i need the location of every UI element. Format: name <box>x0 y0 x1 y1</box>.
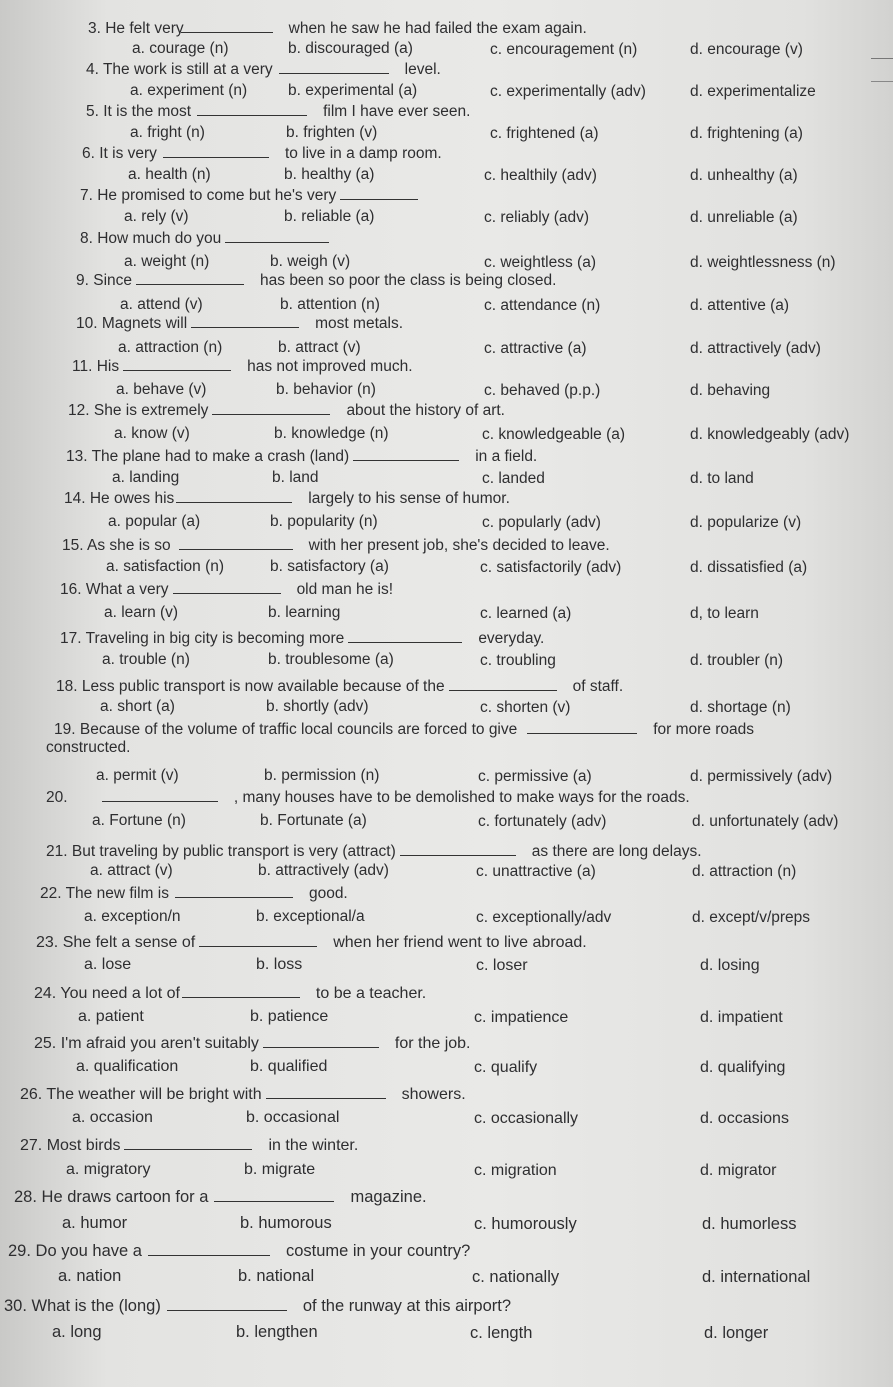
answer-option[interactable]: b. reliable (a) <box>284 208 375 225</box>
question-text-before: What a very <box>85 581 169 598</box>
answer-option[interactable]: d, to learn <box>690 605 759 622</box>
question-text-after: most metals. <box>315 315 403 332</box>
answer-option[interactable]: a. experiment (n) <box>130 82 248 99</box>
question-number: 21. <box>46 843 72 860</box>
question-stem <box>86 59 441 79</box>
question-text-after: everyday. <box>478 630 545 647</box>
answer-option[interactable]: b. shortly (adv) <box>266 698 369 715</box>
answer-blank[interactable] <box>279 59 389 74</box>
answer-option[interactable]: b. weigh (v) <box>270 253 351 270</box>
answer-option[interactable]: d. frightening (a) <box>690 125 803 142</box>
question-text-before: He promised to come but he's very <box>97 187 337 204</box>
question-number: 26. <box>20 1086 47 1103</box>
question-number: 29. <box>8 1242 36 1260</box>
question-text-before: It is the most <box>103 103 192 120</box>
answer-option[interactable]: b. attract (v) <box>278 339 361 356</box>
question-number: 10. <box>76 315 102 332</box>
question-text-after: when he saw he had failed the exam again. <box>288 20 587 37</box>
answer-option[interactable]: c. behaved (p.p.) <box>484 382 601 399</box>
question-stem <box>62 535 610 555</box>
question-text-before: But traveling by public transport is very (attract) <box>71 843 396 860</box>
answer-option[interactable]: b. discouraged (a) <box>288 40 413 57</box>
answer-option[interactable]: b. behavior (n) <box>276 381 376 398</box>
answer-option[interactable]: b. healthy (a) <box>284 166 375 183</box>
question-text-after: magazine. <box>350 1188 427 1206</box>
answer-option[interactable]: d. attraction (n) <box>692 863 797 880</box>
question-number: 24. <box>34 985 61 1002</box>
answer-option[interactable]: a. attract (v) <box>90 862 173 879</box>
answer-option[interactable]: c. popularly (adv) <box>482 514 601 531</box>
answer-option[interactable]: c. loser <box>476 957 528 974</box>
answer-option[interactable]: b. Fortunate (a) <box>260 812 367 829</box>
question-text-before: The weather will be bright with <box>46 1086 262 1103</box>
answer-blank[interactable] <box>449 676 557 691</box>
answer-blank[interactable] <box>214 1187 334 1202</box>
answer-option[interactable]: a. patient <box>78 1008 144 1025</box>
question-stem <box>56 676 623 696</box>
question-stem <box>46 787 690 807</box>
question-stem <box>46 841 702 861</box>
answer-option[interactable]: a. health (n) <box>128 166 211 183</box>
answer-option[interactable]: d. behaving <box>690 382 771 399</box>
question-stem <box>76 270 556 290</box>
answer-option[interactable]: b. permission (n) <box>264 767 380 784</box>
answer-option[interactable]: d. except/v/preps <box>692 909 811 926</box>
question-number: 20. <box>46 789 72 806</box>
question-text-after: to live in a damp room. <box>284 145 442 162</box>
answer-blank[interactable] <box>527 719 637 734</box>
answer-option[interactable]: c. encouragement (n) <box>490 41 638 58</box>
question-text-before: Less public transport is now available because of the <box>81 678 445 695</box>
answer-option[interactable]: c. weightless (a) <box>484 254 596 271</box>
question-stem <box>4 1296 511 1315</box>
answer-blank[interactable] <box>181 18 273 33</box>
answer-blank[interactable] <box>212 400 330 415</box>
answer-option[interactable]: b. attention (n) <box>280 296 380 313</box>
question-text-after: for the job. <box>394 1035 471 1052</box>
question-text-before: She is extremely <box>93 402 209 419</box>
answer-option[interactable]: c. reliably (adv) <box>484 209 590 226</box>
question-number: 22. <box>40 885 66 902</box>
question-text-before: The plane had to make a crash (land) <box>91 448 350 465</box>
answer-option[interactable]: b. learning <box>268 604 341 621</box>
question-number: 30. <box>4 1297 32 1315</box>
answer-option[interactable]: d. impatient <box>700 1009 783 1026</box>
question-text-before: The work is still at a very <box>102 61 273 78</box>
answer-blank[interactable] <box>199 932 317 947</box>
question-number: 12. <box>68 402 94 419</box>
question-number: 28. <box>14 1188 42 1206</box>
answer-option[interactable]: a. Fortune (n) <box>92 812 186 829</box>
question-number: 4. <box>86 61 103 78</box>
question-number: 8. <box>80 230 98 247</box>
question-number: 14. <box>64 490 90 507</box>
answer-option[interactable]: d. popularize (v) <box>690 514 802 531</box>
answer-option[interactable]: d. knowledgeably (adv) <box>690 426 850 443</box>
answer-option[interactable]: c. learned (a) <box>480 605 572 622</box>
question-stem <box>76 313 403 333</box>
answer-option[interactable]: b. humorous <box>240 1214 332 1232</box>
answer-option[interactable]: b. popularity (n) <box>270 513 378 530</box>
question-stem <box>40 883 348 903</box>
answer-option[interactable]: d. migrator <box>700 1162 777 1179</box>
answer-option[interactable]: c. frightened (a) <box>490 125 599 142</box>
question-text-before: Since <box>93 272 133 289</box>
question-number: 5. <box>86 103 104 120</box>
answer-option[interactable]: d. longer <box>704 1324 769 1342</box>
answer-blank[interactable] <box>266 1084 386 1099</box>
answer-option[interactable]: a. attend (v) <box>120 296 203 313</box>
question-text-before: Magnets will <box>101 315 188 332</box>
question-text-after: to be a teacher. <box>315 985 427 1002</box>
question-text-after: when her friend went to live abroad. <box>333 934 587 951</box>
answer-option[interactable]: d. unfortunately (adv) <box>692 813 839 830</box>
answer-option[interactable]: d. occasions <box>700 1110 789 1127</box>
answer-option[interactable]: d. troubler (n) <box>690 652 784 669</box>
answer-option[interactable]: c. permissive (a) <box>478 768 592 785</box>
question-text-before: It is very <box>99 145 157 162</box>
answer-option[interactable]: c. healthily (adv) <box>484 167 597 184</box>
answer-blank[interactable] <box>179 535 293 550</box>
question-text-after: in a field. <box>475 448 538 465</box>
question-stem <box>20 1084 466 1104</box>
answer-option[interactable]: d. unreliable (a) <box>690 209 798 226</box>
answer-blank[interactable] <box>163 143 269 158</box>
question-text-before: You need a lot of <box>60 985 180 1002</box>
answer-blank[interactable] <box>175 883 293 898</box>
question-text-after: showers. <box>401 1086 466 1103</box>
question-number: 17. <box>60 630 86 647</box>
answer-option[interactable]: c. migration <box>474 1162 557 1179</box>
answer-option[interactable]: a. lose <box>84 956 132 973</box>
question-text-before: As she is so <box>87 537 171 554</box>
answer-blank[interactable] <box>148 1241 270 1256</box>
answer-option[interactable]: c. humorously <box>474 1215 577 1233</box>
answer-option[interactable]: b. exceptional/a <box>256 908 365 925</box>
answer-blank[interactable] <box>191 313 299 328</box>
question-text-after: of the runway at this airport? <box>302 1297 512 1315</box>
question-text-before: She felt a sense of <box>62 934 196 951</box>
answer-option[interactable]: a. know (v) <box>114 425 190 442</box>
question-text-before: He felt very <box>105 20 184 37</box>
question-text-after: of staff. <box>572 678 624 695</box>
answer-option[interactable]: d. humorless <box>702 1215 797 1233</box>
answer-option[interactable]: a. long <box>52 1323 102 1341</box>
question-text-after: largely to his sense of humor. <box>308 490 510 507</box>
answer-option[interactable]: b. lengthen <box>236 1323 318 1341</box>
question-stem <box>72 356 413 376</box>
answer-option[interactable]: c. impatience <box>474 1009 569 1026</box>
answer-blank[interactable] <box>225 228 329 243</box>
question-text-after: for more roads <box>653 721 755 738</box>
answer-option[interactable]: c. exceptionally/adv <box>476 909 612 926</box>
question-number: 27. <box>20 1137 47 1154</box>
question-text-before: The new film is <box>65 885 169 902</box>
question-text-before: What is the (long) <box>31 1297 161 1315</box>
answer-option[interactable]: b. frighten (v) <box>286 124 378 141</box>
answer-blank[interactable] <box>348 628 462 643</box>
answer-option[interactable]: d. international <box>702 1268 811 1286</box>
answer-blank[interactable] <box>123 356 231 371</box>
question-stem <box>36 932 587 952</box>
answer-option[interactable]: d. attentive (a) <box>690 297 790 314</box>
question-number: 19. <box>54 721 80 738</box>
answer-option[interactable]: c. troubling <box>480 652 556 669</box>
answer-option[interactable]: a. rely (v) <box>124 208 189 225</box>
question-stem <box>82 143 442 163</box>
answer-option[interactable]: a. humor <box>62 1214 128 1232</box>
answer-option[interactable]: d. unhealthy (a) <box>690 167 798 184</box>
answer-blank[interactable] <box>353 446 459 461</box>
answer-option[interactable]: c. unattractive (a) <box>476 863 596 880</box>
question-text-after: , many houses have to be demolished to make ways for the roads. <box>233 789 690 806</box>
answer-option[interactable]: c. attractive (a) <box>484 340 587 357</box>
answer-option[interactable]: d. qualifying <box>700 1059 786 1076</box>
answer-blank[interactable] <box>263 1033 379 1048</box>
answer-option[interactable]: c. landed <box>482 470 545 487</box>
question-number: 18. <box>56 678 82 695</box>
question-stem <box>60 628 544 648</box>
answer-option[interactable]: b. satisfactory (a) <box>270 558 389 575</box>
answer-blank[interactable] <box>167 1296 287 1311</box>
answer-option[interactable]: c. length <box>470 1324 533 1342</box>
answer-blank[interactable] <box>340 185 418 200</box>
page-edge-mark <box>871 58 893 82</box>
answer-blank[interactable] <box>400 841 516 856</box>
question-text-continued: constructed. <box>46 739 131 756</box>
answer-blank[interactable] <box>136 270 244 285</box>
answer-option[interactable]: d. experimentalize <box>690 83 816 100</box>
answer-option[interactable]: b. qualified <box>250 1058 328 1075</box>
question-number: 13. <box>66 448 92 465</box>
question-stem <box>68 400 505 420</box>
question-text-after: in the winter. <box>268 1137 359 1154</box>
answer-option[interactable]: d. to land <box>690 470 754 487</box>
question-text-before: How much do you <box>97 230 222 247</box>
question-text-after: level. <box>404 61 441 78</box>
answer-option[interactable]: b. loss <box>256 956 303 973</box>
question-text-after: costume in your country? <box>285 1242 471 1260</box>
answer-option[interactable]: a. attraction (n) <box>118 339 223 356</box>
question-number: 7. <box>80 187 98 204</box>
answer-option[interactable]: a. weight (n) <box>124 253 210 270</box>
answer-option[interactable]: a. courage (n) <box>132 40 229 57</box>
question-stem <box>86 101 470 121</box>
answer-option[interactable]: a. exception/n <box>84 908 181 925</box>
answer-option[interactable]: d. weightlessness (n) <box>690 254 836 271</box>
question-text-before: He draws cartoon for a <box>41 1188 209 1206</box>
question-stem <box>14 1187 427 1206</box>
answer-option[interactable]: b. attractively (adv) <box>258 862 389 879</box>
question-number: 15. <box>62 537 87 554</box>
question-stem <box>8 1241 470 1260</box>
answer-option[interactable]: b. land <box>272 469 319 486</box>
answer-option[interactable]: a. migratory <box>66 1161 151 1178</box>
answer-blank[interactable] <box>173 579 281 594</box>
question-stem <box>66 446 537 466</box>
answer-option[interactable]: b. troublesome (a) <box>268 651 394 668</box>
answer-option[interactable]: c. experimentally (adv) <box>490 83 646 100</box>
question-number: 16. <box>60 581 86 598</box>
question-text-after: good. <box>308 885 348 902</box>
question-text-after: old man he is! <box>296 581 394 598</box>
answer-blank[interactable] <box>176 488 292 503</box>
question-stem <box>88 18 587 38</box>
answer-blank[interactable] <box>197 101 307 116</box>
question-text-before: I'm afraid you aren't suitably <box>60 1035 259 1052</box>
question-stem <box>60 579 393 599</box>
question-text-before: Traveling in big city is becoming more <box>85 630 345 647</box>
question-stem <box>54 719 754 739</box>
question-text-before: Because of the volume of traffic local councils are forced to give <box>79 721 518 738</box>
question-text-before: His <box>96 358 120 375</box>
answer-option[interactable]: d. losing <box>700 957 760 974</box>
question-stem <box>64 488 510 508</box>
answer-option[interactable]: b. occasional <box>246 1109 340 1126</box>
question-text-after: film I have ever seen. <box>323 103 471 120</box>
answer-option[interactable]: d. permissively (adv) <box>690 768 833 785</box>
answer-option[interactable]: a. fright (n) <box>130 124 205 141</box>
answer-option[interactable]: a. nation <box>58 1267 122 1285</box>
question-text-after: as there are long delays. <box>531 843 702 860</box>
question-text-after: with her present job, she's decided to leave. <box>308 537 610 554</box>
answer-option[interactable]: d. dissatisfied (a) <box>690 559 808 576</box>
answer-blank[interactable] <box>102 787 218 802</box>
answer-option[interactable]: b. patience <box>250 1008 329 1025</box>
answer-option[interactable]: d. shortage (n) <box>690 699 791 716</box>
answer-option[interactable]: a. popular (a) <box>108 513 201 530</box>
answer-option[interactable]: c. attendance (n) <box>484 297 601 314</box>
question-number: 6. <box>82 145 100 162</box>
answer-option[interactable]: c. knowledgeable (a) <box>482 426 626 443</box>
answer-option[interactable]: a. learn (v) <box>104 604 179 621</box>
answer-option[interactable]: a. trouble (n) <box>102 651 190 668</box>
answer-option[interactable]: a. permit (v) <box>96 767 179 784</box>
question-text-before: Most birds <box>46 1137 121 1154</box>
answer-option[interactable]: d. encourage (v) <box>690 41 803 58</box>
answer-option[interactable]: a. qualification <box>76 1058 179 1075</box>
answer-option[interactable]: c. nationally <box>472 1268 560 1286</box>
answer-option[interactable]: b. national <box>238 1267 315 1285</box>
answer-option[interactable]: c. occasionally <box>474 1110 579 1127</box>
question-number: 11. <box>72 358 97 375</box>
question-number: 9. <box>76 272 94 289</box>
question-stem <box>34 1033 471 1053</box>
question-stem <box>80 228 345 248</box>
question-text-after: about the history of art. <box>346 402 505 419</box>
answer-option[interactable]: c. satisfactorily (adv) <box>480 559 622 576</box>
answer-option[interactable]: b. migrate <box>244 1161 316 1178</box>
answer-option[interactable]: b. knowledge (n) <box>274 425 389 442</box>
question-text-before: Do you have a <box>35 1242 142 1260</box>
question-text-before: He owes his <box>89 490 175 507</box>
question-stem <box>20 1135 358 1155</box>
answer-option[interactable]: b. experimental (a) <box>288 82 418 99</box>
answer-option[interactable]: a. occasion <box>72 1109 153 1126</box>
answer-option[interactable]: a. behave (v) <box>116 381 207 398</box>
answer-option[interactable]: c. shorten (v) <box>480 699 571 716</box>
answer-blank[interactable] <box>124 1135 252 1150</box>
question-number: 25. <box>34 1035 61 1052</box>
question-text-after: has not improved much. <box>247 358 413 375</box>
answer-option[interactable]: a. satisfaction (n) <box>106 558 225 575</box>
question-stem <box>34 983 426 1003</box>
answer-option[interactable]: d. attractively (adv) <box>690 340 821 357</box>
question-text-after: has been so poor the class is being closed. <box>260 272 557 289</box>
answer-option[interactable]: a. landing <box>112 469 180 486</box>
answer-option[interactable]: a. short (a) <box>100 698 175 715</box>
question-number: 23. <box>36 934 63 951</box>
question-number: 3. <box>88 20 106 37</box>
answer-option[interactable]: c. fortunately (adv) <box>478 813 607 830</box>
answer-blank[interactable] <box>182 983 300 998</box>
answer-option[interactable]: c. qualify <box>474 1059 538 1076</box>
question-stem <box>80 185 434 205</box>
